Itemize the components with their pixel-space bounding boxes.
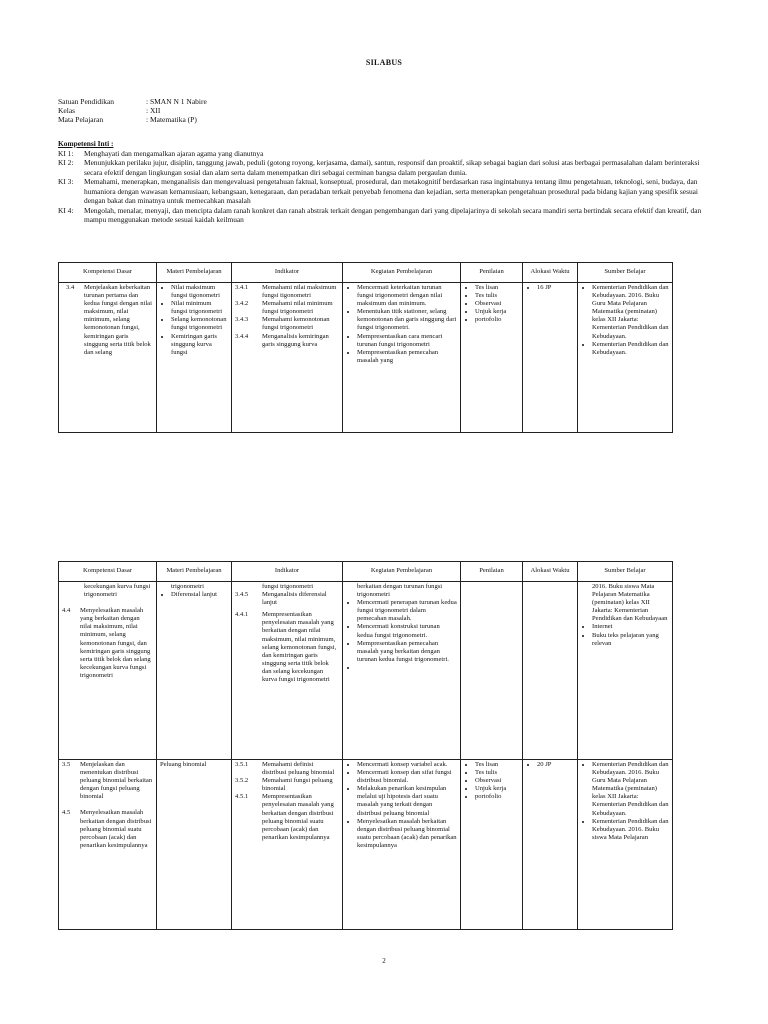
list-item: • Mencermati konstruksi turunan kedua fungsi trigonometri. bbox=[357, 623, 457, 639]
cell-alokasi bbox=[523, 582, 578, 760]
list-item: • 20 JP bbox=[537, 761, 574, 769]
cell-indikator: fungsi trigonometri 3.4.5 Menganalisis diferensial lanjut 4.4.1 Mempresentasikan penyelesaian masalah yang berkaitan dengan nilai maksimum, nilai minimum, selang kemonotonan fungsi, dan kemiringan garis singgung serta titik belok dan selang kecekungan kurva fungsi trigonometri bbox=[232, 582, 343, 760]
list-item: • Mempresentasikan cara mencari turunan fungsi trigonometri bbox=[357, 333, 457, 349]
cell-sumber: 2016. Buku siswa Mata Pelajaran Matematika (peminatan) kelas XII Jakarta: Kementerian Pendidikan dan Kebudayaan • Internet • Buku teks pelajaran yang relevan bbox=[578, 582, 673, 760]
list-item: • Nilai maksimum fungsi tigonometri bbox=[171, 284, 228, 300]
list-item: • Kemiringan garis singgung kurva fungsi bbox=[171, 333, 228, 357]
list-item: • Tes lisan bbox=[475, 761, 519, 769]
table-header-row bbox=[59, 263, 673, 283]
cell-indikator: 3.5.1 Memahami definisi distribusi peluang binomial 3.5.2 Memahami fungsi peluang binomial 4.5.1 Mempresentasikan penyelesaian masalah yang berkaitan dengan distribusi peluang binomial suatu percobaan (acak) dan penarikan kesimpulannya bbox=[232, 760, 343, 930]
list-item: • Kementerian Pendidikan dan Kebudayaan. 2016. Buku Guru Mata Pelajaran Matematika (peminatan) kelas XII Jakarta: Kementerian Pendidikan dan Kebudayaan. bbox=[592, 761, 669, 818]
header-materi: Materi Pembelajaran bbox=[157, 562, 232, 582]
ki-item: KI 2: Menunjukkan perilaku jujur, disiplin, tanggung jawab, peduli (gotong royong, kerjasama, damai), santun, responsif dan proaktif, sikap sebagai bagian dari solusi atas berbagai permasalahan dalam berinteraksi secara efektif dengan lingkungan sosial dan alam serta dalam menempatkan diri sebagai cerminan bangsa dalam pergaulan dunia. bbox=[58, 158, 700, 177]
ki-heading: Kompetensi Inti : bbox=[58, 139, 114, 148]
header-alokasi: Alokasi Waktu bbox=[523, 562, 578, 582]
header-kegiatan: Kegiatan Pembelajaran bbox=[343, 562, 461, 582]
cell-penilaian bbox=[461, 582, 523, 760]
cell-kd: 3.4 Menjelaskan keberkaitan turunan pertama dan kedua fungsi dengan nilai maksimum, nilai minimum, selang kemonotonan fungsi, kemiringan garis singgung serta titik belok dan selang bbox=[59, 283, 157, 433]
header-penilaian: Penilaian bbox=[461, 263, 523, 283]
list-item: • Observasi bbox=[475, 777, 519, 785]
cell-kd: 3.5 Menjelaskan dan menentukan distribusi peluang binomial berkaitan dengan fungsi peluang binomial 4.5 Menyelesaikan masalah berkaitan dengan distribusi peluang binomial suatu percobaan (acak) dan penarikan kesimpulannya bbox=[59, 760, 157, 930]
ki-item: KI 1: Menghayati dan mengamalkan ajaran agama yang dianutnya bbox=[58, 148, 264, 158]
kompetensi-inti bbox=[58, 139, 710, 225]
list-item: • 16 JP bbox=[537, 284, 574, 292]
list-item: • Mencermati penerapan turunan kedua fungsi trigonometri dalam pemecahan masalah. bbox=[357, 599, 457, 623]
header-penilaian: Penilaian bbox=[461, 562, 523, 582]
list-item: • Tes lisan bbox=[475, 284, 519, 292]
list-item: • Mencermati keterkaitan turunan fungsi trigonometri dengan nilai maksimum dan minimum. bbox=[357, 284, 457, 308]
list-item: • Kementerian Pendidikan dan Kebudayaan. 2016. Buku siswa Mata Pelajaran bbox=[592, 818, 669, 842]
ki-item: KI 4: Mengolah, menalar, menyaji, dan mencipta dalam ranah konkret dan ranah abstrak terkait dengan pengembangan dari yang dipelajarinya di sekolah secara mandiri serta bertindak secara efektif dan kreatif, dan mampu menggunakan metode sesuai kaidah keilmuan bbox=[58, 205, 702, 224]
cell-kd: kecekungan kurva fungsi trigonometri 4.4 Menyelesaikan masalah yang berkaitan dengan nilai maksimum, nilai minimum, selang kemonotonan fungsi, dan kemiringan garis singgung serta titik belok dan selang kecekungan kurva fungsi trigonometri bbox=[59, 582, 157, 760]
table-row bbox=[59, 760, 673, 930]
list-item: • Melakukan penarikan kesimpulan melalui uji hipotesis dari suatu masalah yang terkait dengan distribusi peluang binomial bbox=[357, 785, 457, 817]
header-kd: Kompetensi Dasar bbox=[59, 263, 157, 283]
header-kegiatan: Kegiatan Pembelajaran bbox=[343, 263, 461, 283]
cell-penilaian bbox=[461, 760, 523, 930]
cell-kegiatan bbox=[343, 283, 461, 433]
list-item: • Observasi bbox=[475, 300, 519, 308]
header-materi: Materi Pembelajaran bbox=[157, 263, 232, 283]
header-indikator: Indikator bbox=[232, 562, 343, 582]
list-item: • Menyelesaikan masalah berkaitan dengan distribusi peluang binomial suatu percobaan (acak) dan penarikan kesimpulannya bbox=[357, 818, 457, 850]
header-indikator: Indikator bbox=[232, 263, 343, 283]
cell-sumber bbox=[578, 760, 673, 930]
list-item: • Internet bbox=[592, 623, 669, 631]
list-item: • Mempresentasikan pemecahan masalah yang berkaitan dengan turunan kedua fungsi trigonometri. bbox=[357, 640, 457, 664]
page-number: 2 bbox=[382, 957, 386, 965]
cell-sumber bbox=[578, 283, 673, 433]
silabus-table-2 bbox=[58, 561, 673, 930]
ki-item: KI 3: Memahami, menerapkan, menganalisis dan mengevaluasi pengetahuan faktual, konseptual, prosedural, dan metakognitif berdasarkan rasa ingintahunya tentang ilmu pengetahuan, teknologi, seni, budaya, dan humaniora dengan wawasan kemanusiaan, kebangsaan, kenegaraan, dan peradaban terkait penyebab fenomena dan kejadian, serta menerapkan pengetahuan prosedural pada bidang kajian yang spesifik sesuai dengan bakat dan minatnya untuk memecahkan masalah bbox=[58, 177, 698, 205]
list-item: • Mempresentasikan pemecahan masalah yang bbox=[357, 349, 457, 365]
list-item: • Menentukan titik stationer, selang kemonotonan dan garis singgung dari fungsi trigonometri. bbox=[357, 308, 457, 332]
list-item: • Unjuk kerja bbox=[475, 785, 519, 793]
cell-kegiatan bbox=[343, 760, 461, 930]
cell-penilaian bbox=[461, 283, 523, 433]
identity-row: Kelas : XII bbox=[58, 106, 161, 115]
cell-materi: Peluang binomial bbox=[157, 760, 232, 930]
identity-block bbox=[58, 97, 207, 124]
header-alokasi: Alokasi Waktu bbox=[523, 263, 578, 283]
cell-alokasi bbox=[523, 760, 578, 930]
identity-row: Satuan Pendidikan : SMAN N 1 Nabire bbox=[58, 97, 207, 106]
cell-alokasi bbox=[523, 283, 578, 433]
list-item: • Mencermati konsep variabel acak. bbox=[357, 761, 457, 769]
list-item: • Selang kemonotonan fungsi trigonometri bbox=[171, 316, 228, 332]
document-title: SILABUS bbox=[365, 58, 403, 67]
list-item: • Kementerian Pendidikan dan Kebudayaan. 2016. Buku Guru Mata Pelajaran Matematika (peminatan) kelas XII Jakarta: Kementerian Pendidikan dan Kebudayaan. bbox=[592, 284, 669, 341]
silabus-table-1 bbox=[58, 262, 673, 433]
table-row bbox=[59, 283, 673, 433]
header-kd: Kompetensi Dasar bbox=[59, 562, 157, 582]
table-row bbox=[59, 582, 673, 760]
identity-row: Mata Pelajaran : Matematika (P) bbox=[58, 115, 197, 124]
list-item: • portofolio bbox=[475, 316, 519, 324]
list-item: • Nilai minimum fungsi trigonometri bbox=[171, 300, 228, 316]
list-item: • Mencermati konsep dan sifat fungsi distribusi binomial. bbox=[357, 769, 457, 785]
cell-kegiatan: berkaitan dengan turunan fungsi trigonometri • Mencermati penerapan turunan kedua fungsi trigonometri dalam pemecahan masalah. • Mencermati konstruksi turunan kedua fungsi trigonometri. • Mempresentasikan pemecahan masalah yang berkaitan dengan turunan kedua fungsi trigonometri. • bbox=[343, 582, 461, 760]
table-header-row bbox=[59, 562, 673, 582]
list-item: • Kementerian Pendidikan dan Kebudayaan. bbox=[592, 341, 669, 357]
header-sumber: Sumber Belajar bbox=[578, 562, 673, 582]
list-item: • portofolio bbox=[475, 793, 519, 801]
cell-materi: trigonometri • Diferensial lanjut bbox=[157, 582, 232, 760]
list-item: • Unjuk kerja bbox=[475, 308, 519, 316]
cell-indikator: 3.4.1 Memahami nilai maksimum fungsi tigonometri 3.4.2 Memahami nilai minimum fungsi trigonometri 3.4.3 Memahami kemonotonan fungsi trigonometri 3.4.4 Menganalisis kemiringan garis singgung kurva bbox=[232, 283, 343, 433]
list-item bbox=[357, 664, 457, 672]
cell-materi bbox=[157, 283, 232, 433]
list-item: • Diferensial lanjut bbox=[171, 591, 228, 599]
list-item: • Buku teks pelajaran yang relevan bbox=[592, 632, 669, 648]
header-sumber: Sumber Belajar bbox=[578, 263, 673, 283]
list-item: • Tes tulis bbox=[475, 769, 519, 777]
list-item: • Tes tulis bbox=[475, 292, 519, 300]
